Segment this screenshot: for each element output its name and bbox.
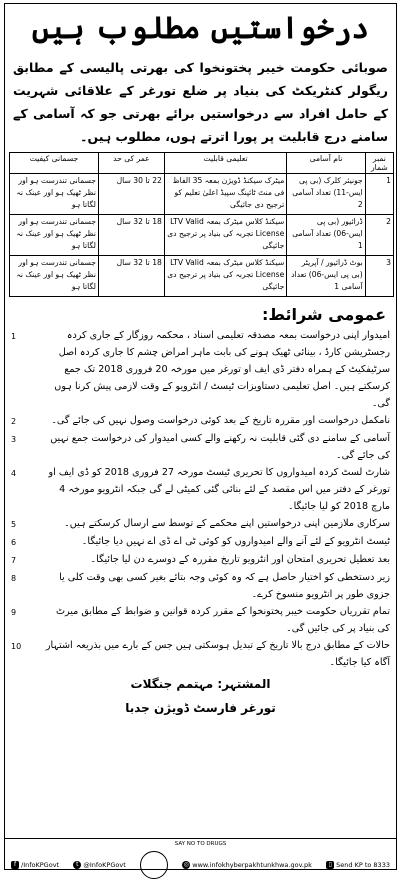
sms-info: ▯ Send KP to 8333 — [326, 861, 390, 869]
condition-text: شارٹ لسٹ کردہ امیدواروں کا تحریری ٹیسٹ مورخہ 27 فروری 2018 کو ڈی ایف او تورغر کے دفتر میں اس مقصد کے لئے بنائی گئی کمیٹی لے گی جبکہ انٹرویو مورخہ 4 مارچ 2018 کو لیا جائیگا۔ — [48, 467, 390, 512]
table-row — [10, 256, 394, 297]
cell-post-name: جونیئر کلرک (بی پی ایس-11) تعداد آسامی 2 — [287, 174, 365, 215]
condition-text: ٹیسٹ انٹرویو کے لئے آنے والے امیدواروں کو کوئی ٹی اے ڈی اے نہیں دیا جائیگا۔ — [81, 536, 390, 547]
condition-number: 4 — [11, 469, 17, 478]
headline: درخواستیں مطلوب ہیں — [31, 11, 370, 46]
intro-paragraph: صوبائی حکومت خیبر پختونخوا کی بھرتی پالیسی کے مطابق ریگولر کنٹریکٹ کی بنیاد پر ضلع تورغر کے علاقائی شہریت کے حامل افراد سے درخواستیں برائے بھرتی جو کہ آسامی کے سامنے درج قابلیت پر پورا اترتے ہوں، مطلوب ہیں۔ — [13, 60, 388, 144]
list-item — [5, 515, 396, 533]
globe-icon: ◎ — [183, 861, 189, 868]
condition-number: 5 — [11, 520, 17, 529]
condition-text: نامکمل درخواست اور مقررہ تاریخ کے بعد کوئی درخواست وصول نہیں کی جائے گی۔ — [51, 415, 390, 426]
header-physical: جسمانی کیفیت — [10, 153, 99, 174]
conditions-title: عمومی شرائط: — [261, 305, 386, 324]
condition-number: 1 — [11, 332, 17, 341]
list-item — [5, 603, 396, 637]
table-row — [10, 215, 394, 256]
condition-number: 3 — [11, 435, 17, 444]
list-item — [5, 533, 396, 551]
advertiser-signature: المشتہر: مہتمم جنگلات — [130, 677, 271, 691]
cell-qualification: سیکنڈ کلاس میٹرک بمعہ LTV Valid License تجربہ کی بنیاد پر ترجیح دی جائیگی — [164, 256, 286, 297]
facebook-icon: f — [11, 861, 19, 869]
phone-icon: ▯ — [326, 861, 334, 869]
table-header-row — [10, 153, 394, 174]
header-serial: نمبر شمار — [365, 153, 393, 174]
header-age-limit: عمر کی حد — [98, 153, 164, 174]
cell-age-limit: 18 تا 32 سال — [98, 215, 164, 256]
condition-text: تمام تقرریاں حکومت خیبر پختونخوا کے مقرر کردہ قوانین و ضوابط کے مطابق میرٹ کی بنیاد پر کی جائیں گی۔ — [55, 606, 390, 634]
condition-text: زیر دستخطی کو اختیار حاصل ہے کہ وہ کوئی وجہ بتائے بغیر کسی بھی وقت کلی یا جزوی طور پر انٹرویو منسوخ کرے۔ — [59, 572, 390, 600]
list-item — [5, 464, 396, 515]
cell-physical: جسمانی تندرست ہو اور نظر ٹھیک ہو اور عینک نہ لگاتا ہو — [10, 215, 99, 256]
cell-age-limit: 18 تا 32 سال — [98, 256, 164, 297]
condition-number: 6 — [11, 538, 17, 547]
list-item — [5, 637, 396, 671]
cell-qualification: سیکنڈ کلاس میٹرک بمعہ LTV Valid License تجربہ کی بنیاد پر ترجیح دی جائیگی — [164, 215, 286, 256]
condition-text: امیدوار اپنی درخواست بمعہ مصدقہ تعلیمی اسناد ، محکمہ روزگار کے جاری کردہ رجسٹریشن کارڈ ، بینائی ٹھیک ہونے کی بابت ماہر امراض چشم کا جاری کردہ اصل سرٹیفکیٹ کے ہمراہ دفتر ڈی ایف او تورغر میں مورخہ 20 فروری 2018 تک جمع کرسکتے ہیں۔ اصل تعلیمی دستاویزات ٹیسٹ / انٹرویو کے وقت لازمی پیش کرنا ہوں گی۔ — [54, 330, 390, 409]
footer — [5, 838, 396, 869]
conditions-list — [5, 327, 396, 671]
social-links — [5, 849, 396, 881]
office-name: تورغر فارسٹ ڈویژن جدبا — [125, 701, 276, 715]
cell-post-name: بوٹ ڈرائیور / آپریٹر (بی پی ایس-06) تعداد آسامی 1 — [287, 256, 365, 297]
facebook-link[interactable]: f /InfoKPGovt — [11, 861, 59, 869]
condition-number: 7 — [11, 556, 17, 565]
cell-age-limit: 22 تا 30 سال — [98, 174, 164, 215]
list-item — [5, 412, 396, 430]
header-post-name: نام آسامی — [287, 153, 365, 174]
cell-serial: 2 — [365, 215, 393, 256]
condition-text: سرکاری ملازمین اپنی درخواستیں اپنے محکمے کے توسط سے ارسال کرسکتے ہیں۔ — [64, 518, 390, 529]
condition-text: بعد تعطیل تحریری امتحان اور انٹرویو تاریخ مقررہ کے دوسرے دن لیا جائیگا۔ — [90, 554, 390, 565]
cell-serial: 1 — [365, 174, 393, 215]
condition-text: آسامی کے سامنے دی گئی قابلیت نہ رکھنے والے کسی امیدوار کی درخواست جمع نہیں کی جائے گی۔ — [50, 433, 390, 461]
condition-number: 10 — [11, 642, 22, 651]
posts-table — [9, 152, 394, 297]
cell-qualification: میٹرک سیکنڈ ڈویژن بمعہ 35 الفاظ فی منٹ ٹائپنگ سپیڈ اعلیٰ تعلیم کو ترجیح دی جائیگی — [164, 174, 286, 215]
list-item — [5, 327, 396, 412]
condition-text: حالات کے مطابق درج بالا تاریخ کے تبدیل ہوسکتی ہیں جس کے بارے میں بذریعہ اشتہار آگاہ کیا جائیگا۔ — [45, 640, 390, 668]
twitter-icon: t — [73, 861, 81, 869]
cell-serial: 3 — [365, 256, 393, 297]
table-row — [10, 174, 394, 215]
cell-physical: جسمانی تندرست ہو اور نظر ٹھیک ہو اور عینک نہ لگاتا ہو — [10, 256, 99, 297]
cell-physical: جسمانی تندرست ہو اور نظر ٹھیک ہو اور عینک نہ لگاتا ہو — [10, 174, 99, 215]
list-item — [5, 551, 396, 569]
twitter-link[interactable]: t @InfoKPGovt — [73, 861, 125, 869]
condition-number: 2 — [11, 417, 17, 426]
cell-post-name: ڈرائیور (بی پی ایس-06) تعداد آسامی 1 — [287, 215, 365, 256]
list-item — [5, 569, 396, 603]
list-item — [5, 430, 396, 464]
website-link[interactable]: ◎ www.infokhyberpakhtunkhwa.gov.pk — [183, 861, 312, 869]
condition-number: 8 — [11, 574, 17, 583]
condition-number: 9 — [11, 608, 17, 617]
slogan: SAY NO TO DRUGS — [174, 841, 227, 847]
header-qualification: تعلیمی قابلیت — [164, 153, 286, 174]
advertisement-page — [4, 3, 397, 870]
